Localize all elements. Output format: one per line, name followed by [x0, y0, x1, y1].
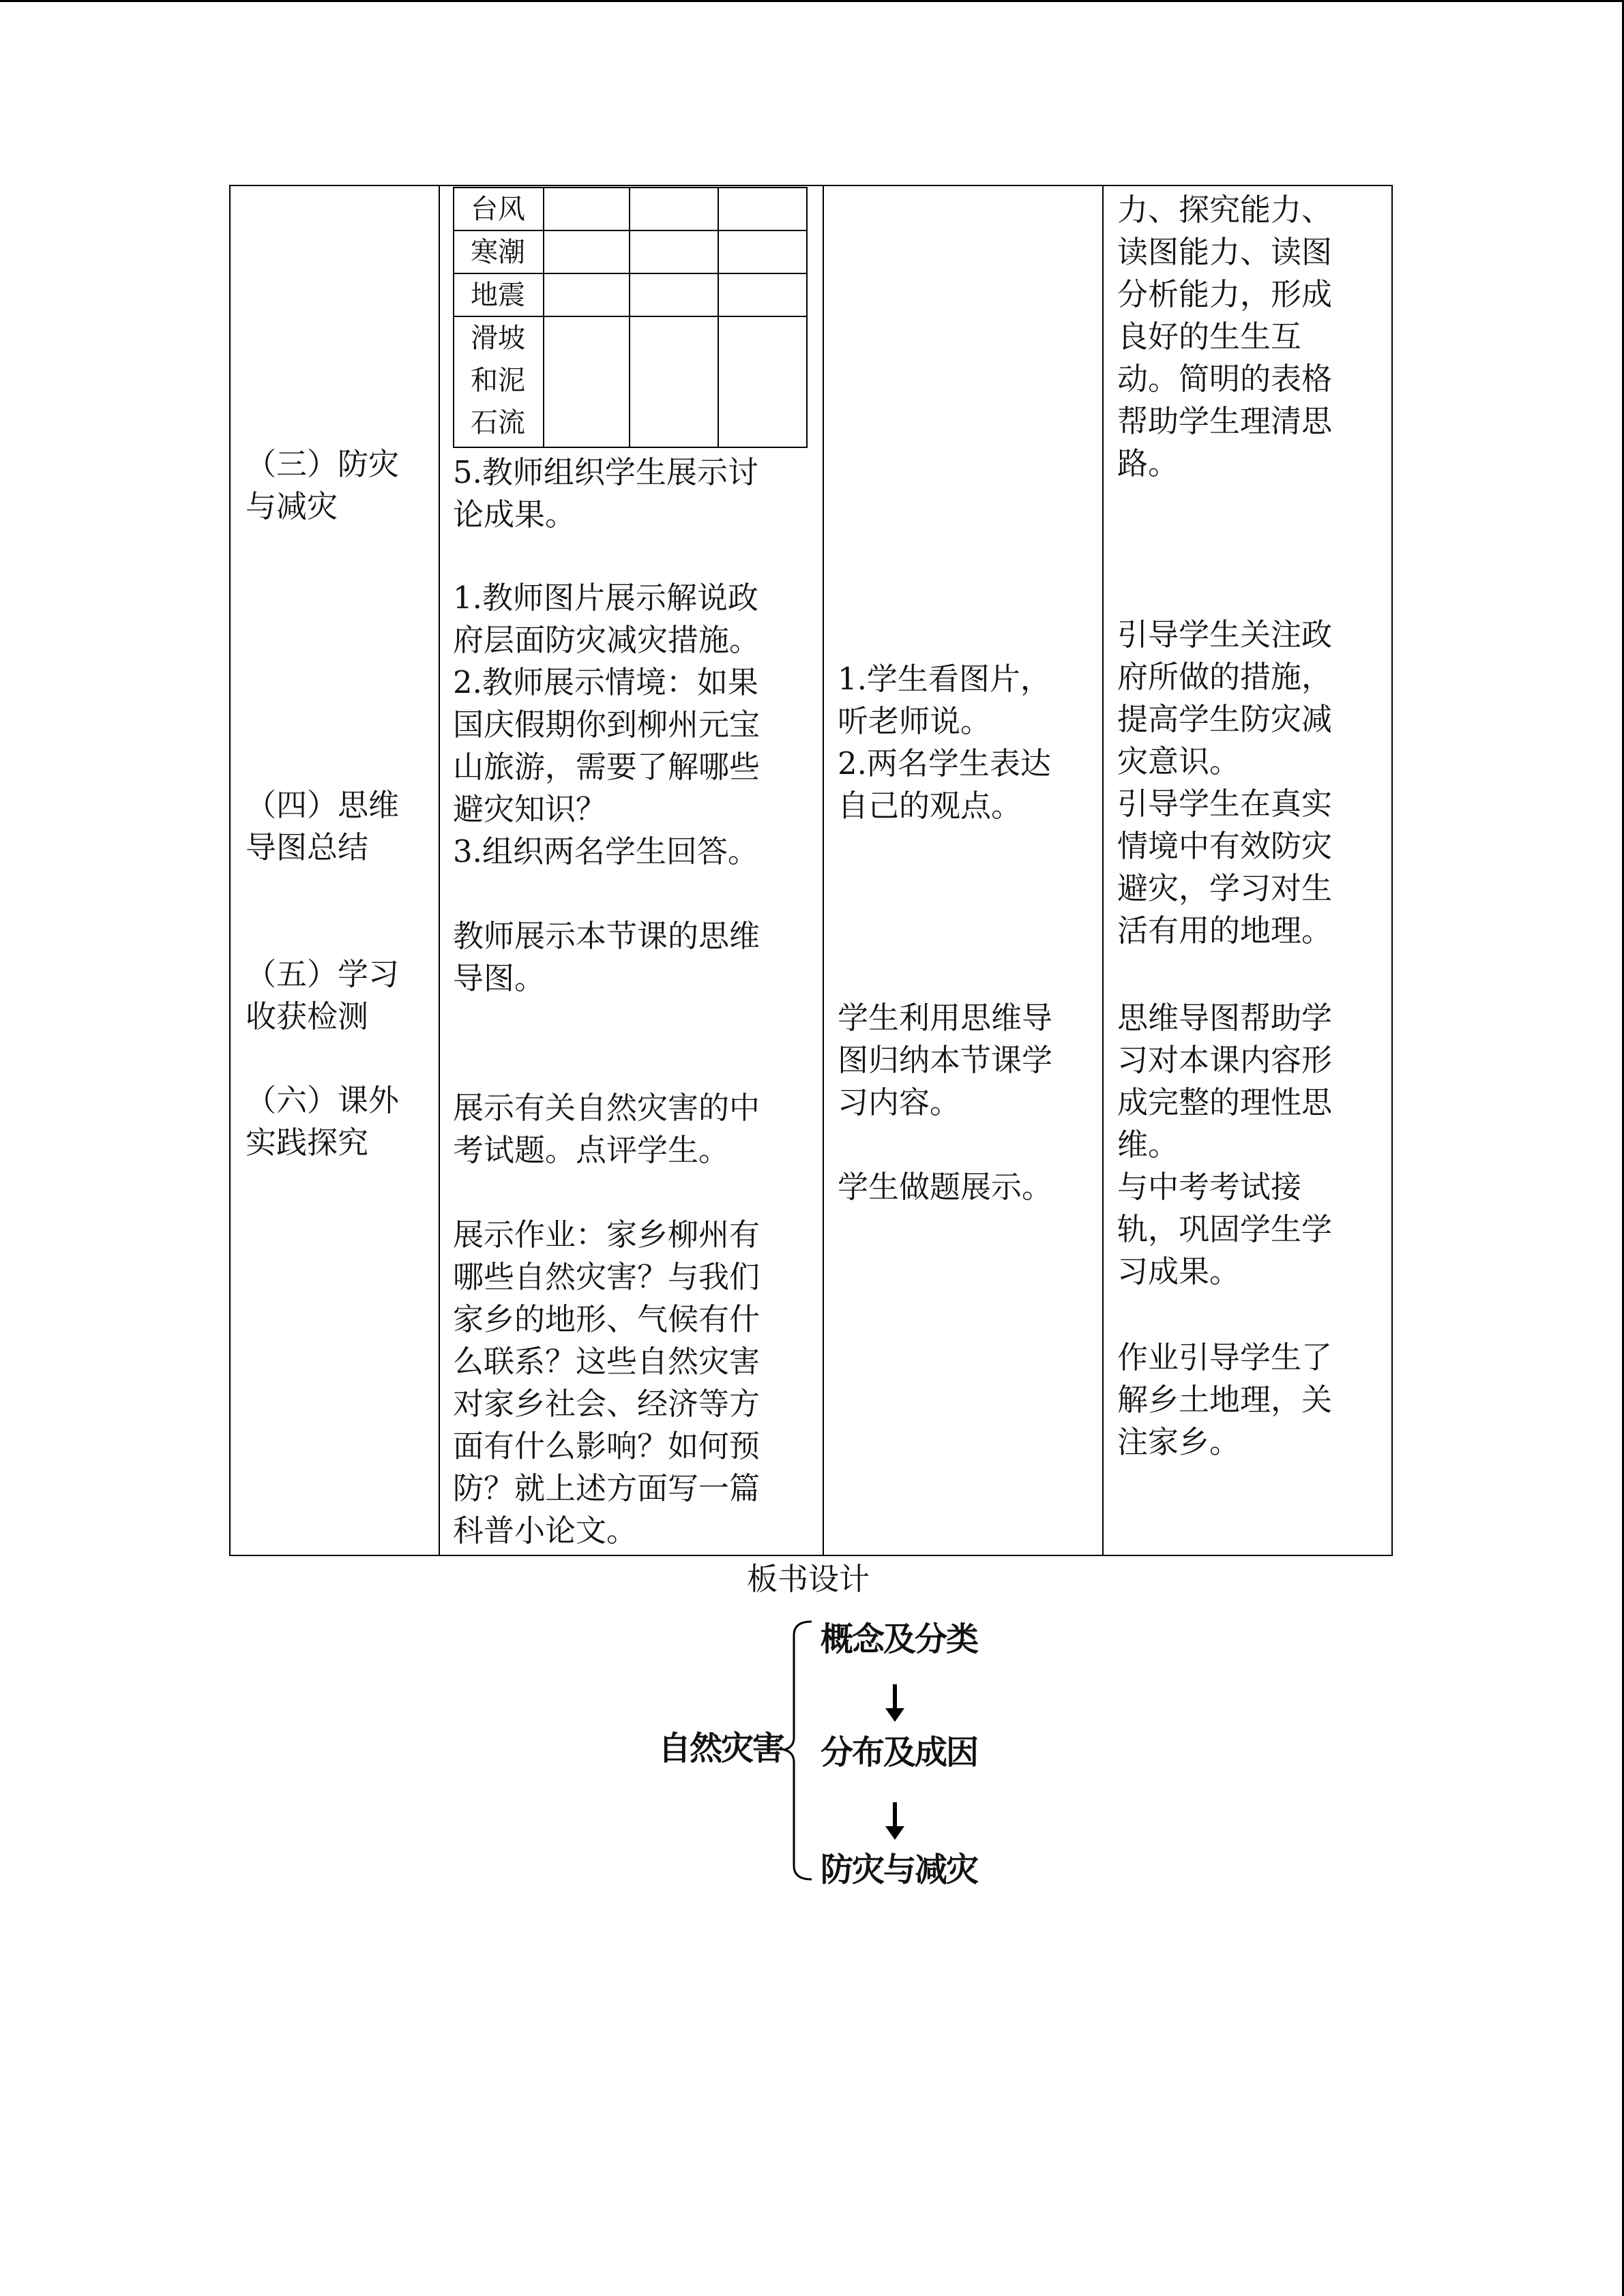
- design-intent: 作业引导学生了 解乡土地理，关 注家乡。: [1117, 1339, 1333, 1460]
- stage-label: （五）学习 收获检测: [246, 956, 400, 1034]
- disaster-row-label: 台风: [471, 194, 525, 225]
- diagram-root: 自然灾害: [658, 1729, 784, 1768]
- teacher-activity: 展示有关自然灾害的中 考试题。点评学生。: [453, 1090, 761, 1168]
- board-design-title: 板书设计: [747, 1561, 870, 1597]
- table-divider: [823, 186, 824, 1555]
- student-activity: 1.学生看图片， 听老师说。 2.两名学生表达 自己的观点。: [838, 661, 1051, 824]
- design-intent: 引导学生关注政 府所做的措施， 提高学生防灾减 灾意识。 引导学生在真实 情境中有效防灾 避灾，学习对生 活有用的地理。: [1117, 616, 1333, 949]
- disaster-table-divider: [629, 188, 630, 447]
- disaster-table: [453, 187, 808, 448]
- stage-label: （四）思维 导图总结: [246, 787, 400, 865]
- student-activity: 学生做题展示。: [838, 1169, 1053, 1205]
- disaster-row-label: 地震: [471, 280, 525, 311]
- stage-label: （三）防灾 与减灾: [246, 446, 400, 524]
- table-divider: [1102, 186, 1104, 1555]
- teacher-activity: 1.教师图片展示解说政 府层面防灾减灾措施。 2.教师展示情境：如果 国庆假期你到柳州元宝 山旅游，需要了解哪些 避灾知识？ 3.组织两名学生回答。: [453, 580, 761, 869]
- teacher-activity: 教师展示本节课的思维 导图。: [453, 918, 761, 996]
- stage-label: （六）课外 实践探究: [246, 1082, 400, 1161]
- design-intent: 力、探究能力、 读图能力、读图 分析能力，形成 良好的生生互 动。简明的表格 帮助学生理清思 路。: [1117, 192, 1333, 481]
- disaster-row-label: 寒潮: [471, 237, 525, 268]
- down-arrow-icon: [885, 1684, 904, 1722]
- student-activity: 学生利用思维导 图归纳本节课学 习内容。: [838, 1000, 1053, 1120]
- diagram-node: 概念及分类: [821, 1620, 978, 1658]
- disaster-table-divider: [718, 188, 719, 447]
- teacher-activity: 5.教师组织学生展示讨 论成果。: [453, 454, 758, 533]
- table-divider: [439, 186, 440, 1555]
- disaster-table-divider: [543, 188, 544, 447]
- disaster-row-label: 滑坡 和泥 石流: [471, 323, 525, 438]
- teacher-activity: 展示作业：家乡柳州有 哪些自然灾害？与我们 家乡的地形、气候有什 么联系？这些自然灾害 对家乡社会、经济等方 面有什么影响？如何预 防？就上述方面写一篇 科普小论文。: [453, 1217, 761, 1549]
- design-intent: 思维导图帮助学 习对本课内容形 成完整的理性思 维。 与中考考试接 轨，巩固学生学 习成果。: [1117, 1000, 1333, 1289]
- diagram-node: 分布及成因: [821, 1733, 978, 1772]
- down-arrow-icon: [885, 1802, 904, 1840]
- diagram-node: 防灾与减灾: [821, 1851, 978, 1889]
- page-border-top: [0, 0, 1624, 2]
- brace-connector: [784, 1622, 812, 1879]
